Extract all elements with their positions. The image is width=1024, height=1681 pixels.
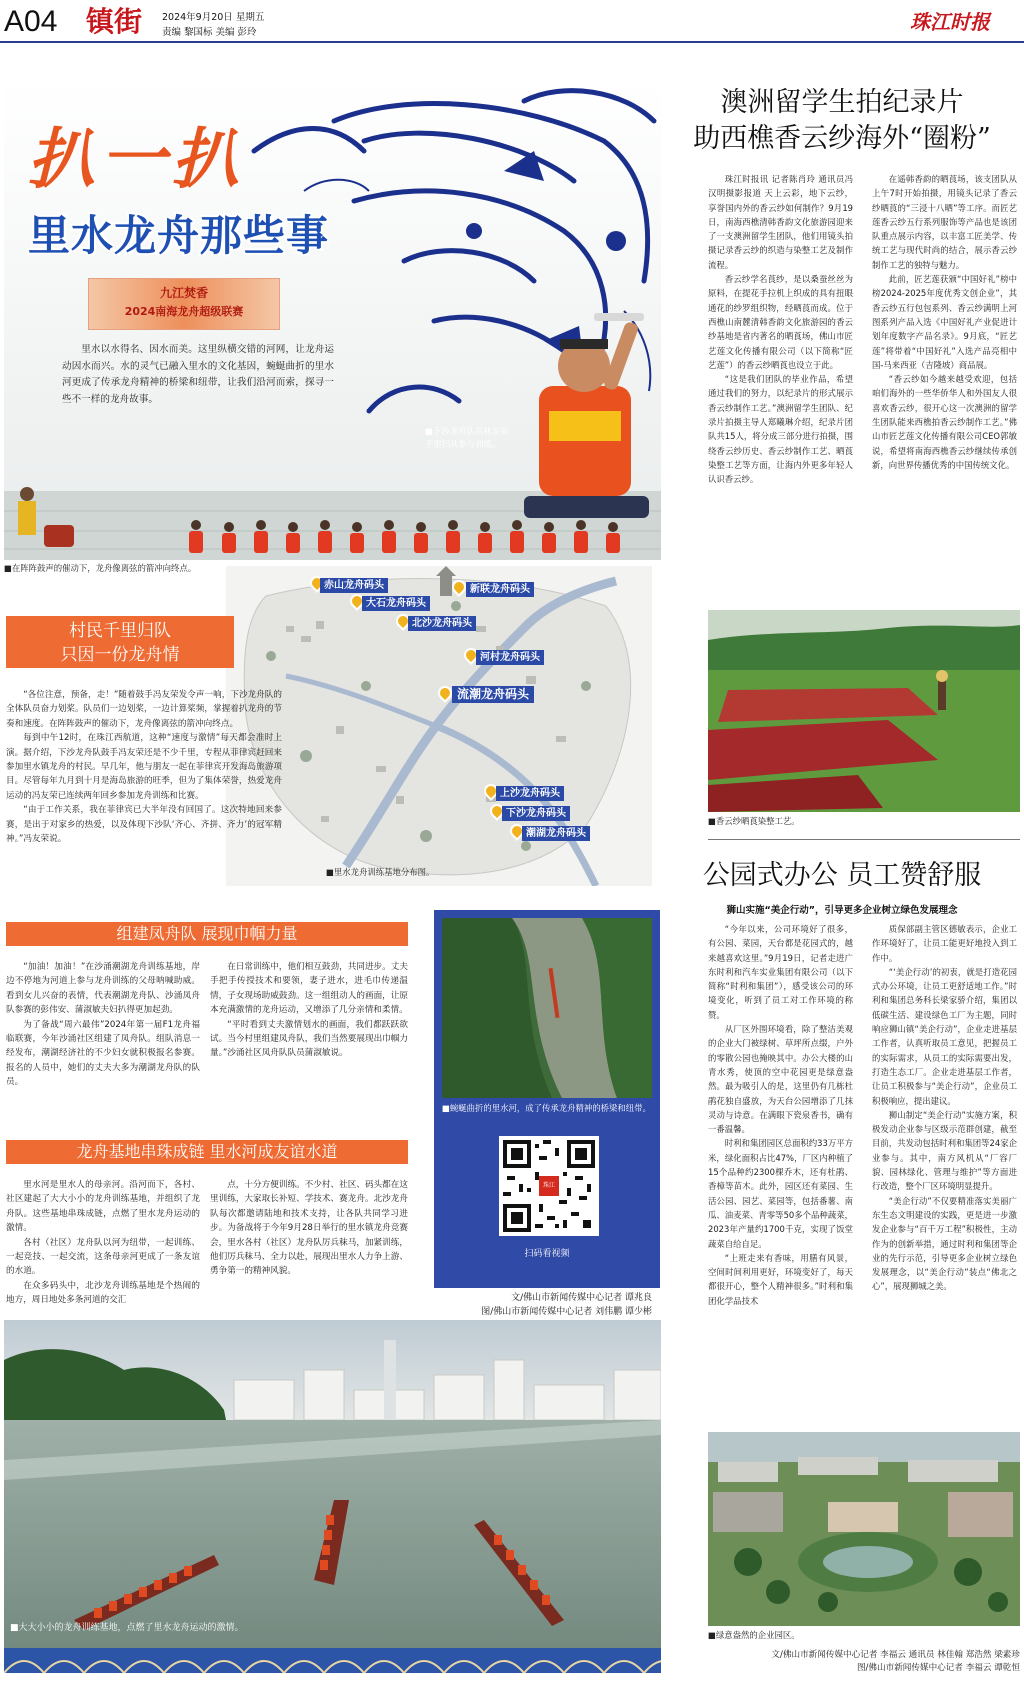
article2-para: “今年以来，公司环境好了很多，有公园、菜园，天台都是花园式的，越来越喜欢这里。”9月19日，记者走进广东时利和汽车实业集团有限公司（以下简称“时利和集团”），感受该公司的环境变化，听到了员工对工作环境的称赞。: [708, 924, 853, 1020]
article2-para: 质保部副主管区德敏表示，企业工作环境好了，让员工能更好地投入到工作中。: [872, 924, 1017, 963]
factory-photo-caption: ■绿意盎然的企业园区。: [708, 1630, 800, 1640]
section2-body-right: [210, 960, 408, 1061]
map-label-1: 赤山龙舟码头: [320, 578, 388, 593]
section1-heading-line2: 只因一份龙舟情: [60, 645, 180, 665]
article2-para: 从厂区外围环境看，除了整洁美观的企业大门被绿树、草坪所点缀，户外的零散公园也掩映其中。办公大楼的山青水秀，使顶的空中花园更是绿意盎然。最为吸引人的是，这里仍有几栋杜鹃花独自盛放，为天台公园增添了几抹灵动与诗意。在满眼下瓷泉香书，确有一番温馨。: [708, 1024, 853, 1135]
coach-caption: ■下沙龙舟队员林友荣手里扫从参与训练。: [425, 426, 509, 449]
qr-badge: 珠江: [542, 1182, 555, 1189]
section2-heading-text: 组建凤舟队 展现巾帼力量: [116, 924, 298, 943]
section1-para: 每到中午12时，在珠江西航道，这种“速度与激情”每天都会准时上演。据介绍，下沙龙舟队鼓手冯友荣还是不少千里，专程从菲律宾赶回来参加里水镇龙舟的村民。早几年，他与朋友一起在菲律宾开发海岛旅游项目。尽管每年九月到十月是海岛旅游的旺季，但为了集体荣誉，热爱龙舟运动的冯友荣已连续两年回乡参加龙舟训练和比赛。: [6, 733, 282, 801]
river-qr-frame: [434, 910, 660, 1288]
article1-para: 香云纱学名莨纱，是以桑蚕丝丝为原料，在提花手拉机上织成的具有扭眼通花的纱罗组织物，经晒莨而成。位于西樵山南麓清韩香韵文化旅游园的香云纱基地是省内著名的晒莨场，佛山市匠艺莲文化传播有限公司（以下简称“匠艺莲”）的香云纱晒莨也设立于此。: [708, 274, 853, 370]
factory-park-photo: [708, 1432, 1020, 1626]
map-label-3: 北沙龙舟码头: [408, 616, 476, 631]
section2-heading: [6, 922, 408, 946]
article1-para: “香云纱如今越来越受欢迎，包括咱们海外的一些华侨华人和外国友人很喜欢香云纱，很开心这一次澳洲的留学生团队能来西樵拍香云纱制作工艺。”佛山市匠艺莲文化传播有限公司CEO郭敏说，希望将南海西樵香云纱继续传承创新，向世界传播优秀的中国传统文化。: [872, 374, 1017, 470]
silk-photo-caption: ■香云纱晒莨染整工艺。: [708, 816, 800, 826]
article2-para: 时利和集团园区总面积约33万平方米，绿化面积占比47%，厂区内种植了15个品种约2300棵乔木，还有杜鹃、香樟等苗木。此外，园区还有菜园、生活公园、园艺、菜园等，包括番薯、南瓜、油麦菜、青零等50多个品种蔬菜，2023年产量约1700千克，实现了饭堂蔬菜自给自足。: [708, 1138, 853, 1249]
bottom-river-photo: [4, 1320, 661, 1673]
map-caption: ■里水龙舟训练基地分布图。: [326, 867, 435, 877]
section3-byline-1: 文/佛山市新闻传媒中心记者 谭兆良: [511, 1293, 652, 1303]
article2-subtitle: 狮山实施“美企行动”，引导更多企业树立绿色发展理念: [726, 905, 958, 916]
section2-para: “加油！加油！”在沙涌潮湖龙舟训练基地，岸边不停地为河道上参与龙舟训练的父母呐喊助威。看到女儿兴奋的表情，代表潮湖龙舟队、沙涌凤舟队参赛的彭伟安、蒲淑敏夫妇扒得更加起劲。: [6, 962, 200, 1016]
hero-photo: [4, 81, 661, 560]
article1-title-2: 助西樵香云纱海外“圈粉”: [693, 123, 991, 154]
event-banner-line1: 九江焚香: [159, 286, 208, 300]
page-header: [0, 0, 1024, 46]
editors-line: 责编 黎国标 美编 彭玲: [162, 27, 257, 38]
section3-body-right: [210, 1178, 408, 1279]
event-banner: [88, 278, 280, 330]
river-aerial-photo: [442, 918, 652, 1098]
river-caption: ■蜿蜒曲折的里水河，成了传承龙舟精神的桥梁和纽带。: [442, 1103, 651, 1113]
section3-para: 点，十分方便训练。不少村、社区、码头都在这里训练，大家取长补短、学技术、赛龙舟。北沙龙舟队每次都邀请陆地和技术支持，让各队共同学习进步。为备战将于今年9月28日举行的里水镇龙舟竞赛会，里水各村（社区）龙舟队厉兵秣马，加紧训练，他们厉兵秣马、全力以赴，展现出里水人力争上游、勇争第一的精神风貌。: [210, 1180, 408, 1277]
bottom-caption: ■大大小小的龙舟训练基地，点燃了里水龙舟运动的激情。: [10, 1623, 244, 1633]
section1-para: “各位注意，预备，走！”随着鼓手冯友荣发令声一响，下沙龙舟队的全体队员奋力划桨。队员们一边划桨，一边计算桨频，掌握着扒龙舟的节奏和速度。在阵阵鼓声的催动下，龙舟像离弦的箭冲向终点。: [6, 690, 282, 729]
page-number: A04: [4, 5, 58, 38]
section3-para: 里水河是里水人的母亲河。沿河而下，各村、社区建起了大大小小的龙舟训练基地，并组织了龙舟队。这些基地串珠成链，点燃了里水龙舟运动的激情。: [6, 1180, 200, 1234]
feature-lead: 里水以水得名、因水而美。这里纵横交错的河网，让龙舟运动因水而兴。水的灵气已融入里水的文化基因，蜿蜒曲折的里水河更成了传承龙舟精神的桥梁和纽带，让我们沿河而索，探寻一些不一样的龙舟故事。: [62, 344, 334, 405]
section3-body-left: [6, 1178, 200, 1308]
header-rule: [0, 41, 1024, 43]
qr-label: 扫码看视频: [524, 1249, 570, 1259]
article2-byline-2: 图/佛山市新闻传媒中心记者 李福云 谭乾恒: [856, 1663, 1020, 1673]
section3-byline-2: 图/佛山市新闻传媒中心记者 刘伟鹏 谭少彬: [481, 1307, 652, 1317]
article2-byline-1: 文/佛山市新闻传媒中心记者 李福云 通讯员 林佳翰 郑浩然 梁素珍: [771, 1650, 1020, 1660]
article1-col-a: [708, 172, 853, 487]
article1-para: “这是我们团队的毕业作品，希望通过我们的努力，以纪录片的形式展示香云纱制作工艺。”澳洲留学生团队、纪录片拍摄主导人郑曦琳介绍，纪录片团队共15人，将分成三部分进行拍摄，围绕香云纱历史、香云纱制作工艺、晒莨染整工艺等方面，让海内外更多年轻人认识香云纱。: [708, 374, 853, 485]
section2-para: 为了备战“周六最伟”2024年第一届F1龙舟福临联赛，今年沙涌社区组建了凤舟队。组队消息一经发布，潮湖经济社的不少妇女就积极报名参赛。报名的人员中，她们的丈夫大多为潮湖龙舟队的队员。: [6, 1019, 200, 1088]
section2-para: “平时看到丈夫激情划水的画面，我们都跃跃欲试。当今村里组建凤舟队，我们当然要展现出巾帼力量。”沙涌社区凤舟队队员蒲淑敏说。: [210, 1019, 408, 1059]
section2-para: 在日常训练中，他们相互鼓劲，共同进步。丈夫手把手传授技术和要领，妻子进水，进毛巾传递温情，子女现场助威鼓劲。这一组组动人的画面，让原本充满激情的龙舟运动，又增添了几分亲情和柔情。: [210, 962, 408, 1016]
silk-drying-photo: [708, 610, 1020, 812]
article1-col-b: [872, 172, 1017, 472]
article1-title-1: 澳洲留学生拍纪录片: [720, 87, 964, 118]
section-name: 镇街: [86, 5, 143, 38]
section3-para: 各村（社区）龙舟队以河为纽带，一起训练、一起竞技、一起交流，这条母亲河更成了一条友谊的水道。: [6, 1237, 200, 1277]
article2-title: 公园式办公 员工赞舒服: [702, 860, 982, 891]
section1-para: “由于工作关系，我在菲律宾已大半年没有回国了。这次特地回来参赛，是出于对家乡的热爱，以及体现下沙队‘齐心、齐拼、齐力’的冠军精神。”冯友荣说。: [6, 805, 282, 845]
section1-heading-line1: 村民千里归队: [69, 621, 171, 641]
map-label-7: 上沙龙舟码头: [496, 786, 564, 801]
article2-para: 狮山制定“美企行动”实施方案，积极发动企业参与区级示范群创建，截至目前，共发动包括时利和集团等24家企业参与。其中，南方风机从“厂容厂貌、园林绿化、管理与维护”等方面进行改造，整个厂区环境明显提升。: [872, 1109, 1017, 1192]
paper-logo: 珠江时报: [910, 10, 990, 34]
map-label-9: 潮湖龙舟码头: [522, 826, 590, 841]
section3-heading-text: 龙舟基地串珠成链 里水河成友谊水道: [76, 1142, 338, 1161]
section3-heading: [6, 1140, 408, 1164]
event-banner-line2: 2024南海龙舟超级联赛: [124, 305, 244, 318]
issue-date: 2024年9月20日 星期五: [162, 12, 265, 23]
training-map: [226, 566, 652, 886]
qr-code[interactable]: [499, 1136, 599, 1236]
section1-heading: [6, 616, 234, 668]
article1-para: 在遥韩香韵的晒莨场，该支团队从上午7时开始拍摄，用镜头记录了香云纱晒莨的“三浸十八晒”等工序。而匠艺莲香云纱五行系列服饰等产品也是该团队重点展示内容，以丰富工匠美学、传统工艺与现代时尚的结合，展示香云纱制作工艺的独特与魅力。: [872, 174, 1017, 270]
right-divider: [708, 839, 1020, 840]
article2-para: “‘美企行动’的初衷，就是打造花园式办公环境，让员工更舒适地工作。”时利和集团总务科长梁家骄介绍，集团以低碳生活、建设绿色工厂为主题，同时响应狮山镇“美企行动”，企业走进基层工作者，认真听取员工意见，把握员工的实际需求，从员工的实际需要出发，打造生态工厂。企业走进基层工作者，让员工积极参与“美企行动”，企业员工积极响应，提出建议。: [872, 966, 1017, 1106]
map-label-6: 流潮龙舟码头: [452, 686, 534, 703]
article1-para: 珠江时报讯 记者陈肖玲 通讯员冯汉明摄影报道 天上云彩，地下云纱，享誉国内外的香云纱如何制作？9月19日，南海西樵清韩香韵文化旅游园迎来了一支澳洲留学生团队，他们用镜头拍摄记录香云纱的织造与染整工艺及制作流程。: [708, 174, 853, 270]
article2-col-a: [708, 922, 853, 1308]
map-label-8: 下沙龙舟码头: [502, 806, 570, 821]
map-label-2: 大石龙舟码头: [362, 596, 430, 611]
article1-para: 此前，匠艺莲获颁“中国好礼”榜中榜2024-2025年度优秀文创企业”，其香云纱五行包包系列、香云纱满明上河图系列产品入选《中国好礼产业促进计划年度数字产品名录》。9月底，“匠艺莲”将带着“中国好礼”入选产品亮相中国-马来西亚（吉隆坡）商品展。: [872, 274, 1017, 370]
feature-title-main: 里水龙舟那些事: [28, 211, 330, 260]
section2-body-left: [6, 960, 200, 1090]
section3-para: 在众多码头中，北沙龙舟训练基地是个热闹的地方，周日地处多条河道的交汇: [6, 1280, 200, 1306]
article2-para: “上班走来有香味，用膳有风景，空间时间利用更好，环境变好了，每天都很开心，整个人精神很多。”时利和集团化学品技术: [708, 1252, 853, 1306]
map-label-4: 新联龙舟码头: [466, 582, 534, 597]
feature-title-top: 扒一扒: [28, 120, 244, 198]
article2-col-b: [872, 922, 1017, 1294]
section1-body: [6, 688, 282, 846]
map-label-5: 河村龙舟码头: [476, 650, 544, 665]
article2-para: “美企行动”不仅要精准落实美丽广东生态文明建设的实践，更是进一步激发企业参与“百千万工程”积极性，主动作为的创新举措，通过时利和集团等企业的先行示范，引导更多企业树立绿色发展理念，以“美企行动”装点“佛北之心”，展现狮城之美。: [872, 1195, 1017, 1292]
hero-caption: ■在阵阵鼓声的催动下，龙舟像离弦的箭冲向终点。: [4, 563, 197, 573]
